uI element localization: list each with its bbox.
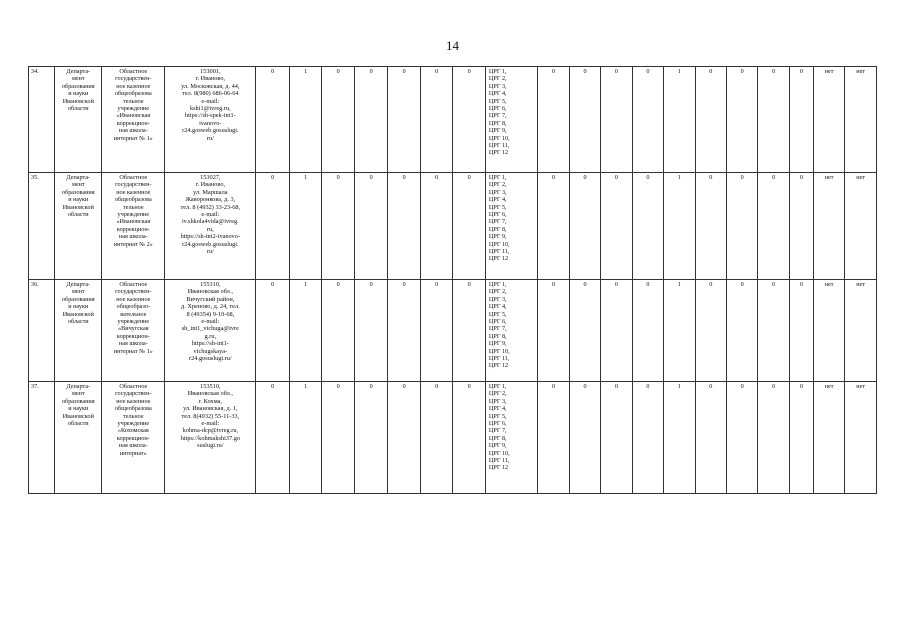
value-cell: 0 [601,382,632,494]
answer-cell: нет [845,67,877,173]
answer-cell: нет [813,173,844,280]
value-cell: 1 [289,67,321,173]
value-cell: 0 [453,173,485,280]
value-cell: 0 [695,382,726,494]
value-cell: 0 [256,173,290,280]
value-cell: 0 [453,382,485,494]
value-cell: 0 [453,67,485,173]
value-cell: 0 [569,67,600,173]
value-cell: 0 [538,67,569,173]
founder-cell: Департа- мент образования и науки Ивановской области [55,280,102,382]
value-cell: 0 [569,173,600,280]
value-cell: 1 [289,280,321,382]
contacts-cell: 153001, г. Иваново, ул. Московская, д. 44, тел. 8(980) 686-06-64 e-mail: kshi1@ivreg.ru, https://sh-spek-int1- ivanovo- r24.gosweb.gosuslugi. ru/ [165,67,256,173]
value-cell: 0 [632,280,663,382]
value-cell: 1 [289,173,321,280]
row-number: 35. [29,173,55,280]
value-cell: 0 [420,67,452,173]
value-cell: 0 [322,173,354,280]
institution-cell: Областное государствен- ное казенное общеобразова тельное учреждение «Ивановская коррекцион- ная школа- интернат № 1» [102,67,165,173]
answer-cell: нет [845,280,877,382]
value-cell: 0 [388,280,420,382]
contacts-cell: 153027, г. Иваново, ул. Маршала Жаворонкова, д. 3, тел. 8 (4932) 33-23-68, e-mail: iv.shkola4vida@ivreg. ru, https://sh-int2-ivanovo- r24.gosweb.gosuslugi. ru/ [165,173,256,280]
table-row [29,280,877,382]
value-cell: 0 [758,67,789,173]
answer-cell: нет [813,280,844,382]
value-cell: 1 [289,382,321,494]
value-cell: 0 [726,67,757,173]
value-cell: 0 [632,173,663,280]
institution-cell: Областное государствен- ное казенное общеобразова тельное учреждение «Ивановская коррекцион- ная школа- интернат № 2» [102,173,165,280]
value-cell: 0 [601,67,632,173]
crg-list-cell: ЦРГ 1, ЦРГ 2, ЦРГ 3, ЦРГ 4, ЦРГ 5, ЦРГ 6, ЦРГ 7, ЦРГ 8, ЦРГ 9, ЦРГ 10, ЦРГ 11, ЦРГ 12 [485,173,537,280]
value-cell: 0 [695,67,726,173]
value-cell: 0 [354,67,388,173]
value-cell: 0 [453,280,485,382]
table-row [29,382,877,494]
answer-cell: нет [845,173,877,280]
value-cell: 0 [695,173,726,280]
value-cell: 0 [758,382,789,494]
value-cell: 0 [354,382,388,494]
value-cell: 0 [256,67,290,173]
table-row [29,67,877,173]
value-cell: 0 [569,382,600,494]
founder-cell: Департа- мент образования и науки Ивановской области [55,67,102,173]
value-cell: 0 [632,382,663,494]
value-cell: 0 [569,280,600,382]
value-cell: 0 [695,280,726,382]
value-cell: 0 [758,280,789,382]
table-row [29,173,877,280]
value-cell: 0 [388,173,420,280]
contacts-cell: 153510, Ивановская обл., г. Кохма, ул. Ивановская, д. 1, тел. 8(4932) 55-11-33, e-mail: kohma-dcp@ivreg.ru, https://kohmakshi37.go suslugi.ru/ [165,382,256,494]
crg-list-cell: ЦРГ 1, ЦРГ 2, ЦРГ 3, ЦРГ 4, ЦРГ 5, ЦРГ 6, ЦРГ 7, ЦРГ 8, ЦРГ 9, ЦРГ 10, ЦРГ 11, ЦРГ 12 [485,280,537,382]
value-cell: 1 [664,67,695,173]
answer-cell: нет [813,382,844,494]
institution-cell: Областное государствен- ное казенное общеобразо- вательное учреждение «Вичугская коррекцион- ная школа- интернат № 1» [102,280,165,382]
crg-list-cell: ЦРГ 1, ЦРГ 2, ЦРГ 3, ЦРГ 4, ЦРГ 5, ЦРГ 6, ЦРГ 7, ЦРГ 8, ЦРГ 9, ЦРГ 10, ЦРГ 11, ЦРГ 12 [485,382,537,494]
value-cell: 0 [322,382,354,494]
value-cell: 0 [388,67,420,173]
value-cell: 0 [789,67,813,173]
row-number: 36. [29,280,55,382]
value-cell: 0 [601,173,632,280]
value-cell: 0 [256,280,290,382]
value-cell: 0 [632,67,663,173]
row-number: 34. [29,67,55,173]
value-cell: 1 [664,173,695,280]
value-cell: 1 [664,382,695,494]
value-cell: 0 [322,280,354,382]
value-cell: 0 [420,382,452,494]
value-cell: 0 [758,173,789,280]
value-cell: 0 [726,173,757,280]
institution-cell: Областное государствен- ное казенное общеобразова тельное учреждение «Кохомская коррекцион- ная школа- интернат» [102,382,165,494]
value-cell: 0 [322,67,354,173]
value-cell: 0 [789,280,813,382]
answer-cell: нет [813,67,844,173]
value-cell: 0 [726,280,757,382]
value-cell: 0 [388,382,420,494]
contacts-cell: 155310, Ивановская обл., Вичугский район, д. Хреново, д. 24, тел. 8 (49354) 9-10-68, e-mail: sh_int1_vichuga@ivre g.ru, https://sh-int1- vichugskaya- r24.gosuslugi.ru/ [165,280,256,382]
crg-list-cell: ЦРГ 1, ЦРГ 2, ЦРГ 3, ЦРГ 4, ЦРГ 5, ЦРГ 6, ЦРГ 7, ЦРГ 8, ЦРГ 9, ЦРГ 10, ЦРГ 11, ЦРГ 12 [485,67,537,173]
answer-cell: нет [845,382,877,494]
page-number: 14 [446,38,459,53]
value-cell: 0 [538,280,569,382]
founder-cell: Департа- мент образования и науки Ивановской области [55,173,102,280]
value-cell: 0 [789,382,813,494]
institutions-table [28,66,877,494]
value-cell: 0 [420,280,452,382]
value-cell: 0 [354,173,388,280]
value-cell: 0 [789,173,813,280]
value-cell: 0 [354,280,388,382]
value-cell: 1 [664,280,695,382]
value-cell: 0 [538,382,569,494]
row-number: 37. [29,382,55,494]
value-cell: 0 [726,382,757,494]
value-cell: 0 [601,280,632,382]
value-cell: 0 [420,173,452,280]
founder-cell: Департа- мент образования и науки Ивановской области [55,382,102,494]
value-cell: 0 [256,382,290,494]
value-cell: 0 [538,173,569,280]
